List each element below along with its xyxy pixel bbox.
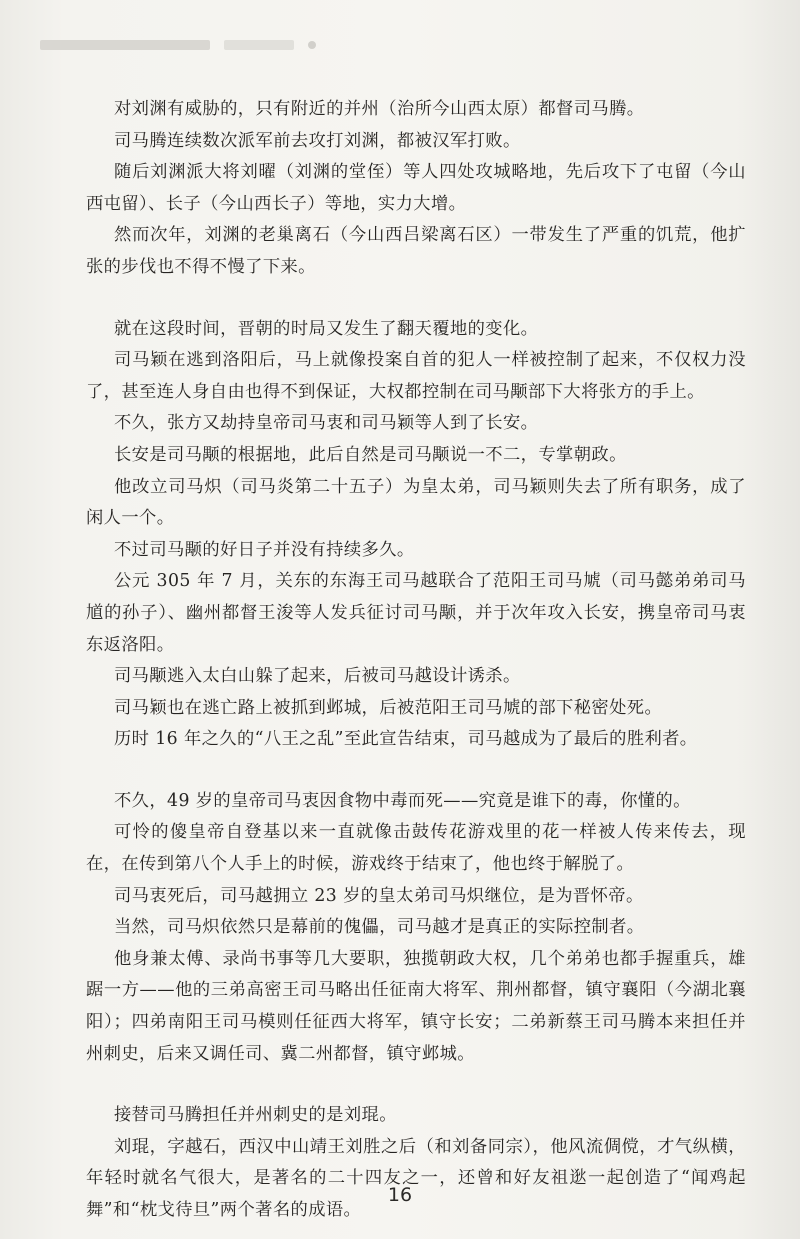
body-text xyxy=(86,94,746,1227)
section-gap xyxy=(86,284,746,314)
section-gap xyxy=(86,756,746,786)
paragraph: 司马腾连续数次派军前去攻打刘渊，都被汉军打败。 xyxy=(114,130,521,151)
header-dot xyxy=(308,41,316,49)
header-mark xyxy=(40,40,210,50)
paragraph: 可怜的傻皇帝自登基以来一直就像击鼓传花游戏里的花一样被人传来传去，现在，在传到第八个人手上的时候，游戏终于结束了，他也终于解脱了。 xyxy=(86,822,746,875)
paragraph: 司马颙逃入太白山躲了起来，后被司马越设计诱杀。 xyxy=(114,666,521,687)
section-gap xyxy=(86,1070,746,1100)
header-mark xyxy=(224,40,294,50)
paragraph: 不久，张方又劫持皇帝司马衷和司马颖等人到了长安。 xyxy=(114,413,539,434)
paragraph: 司马颖在逃到洛阳后，马上就像投案自首的犯人一样被控制了起来，不仅权力没了，甚至连人身自由也得不到保证，大权都控制在司马颙部下大将张方的手上。 xyxy=(86,350,746,402)
paragraph: 当然，司马炽依然只是幕前的傀儡，司马越才是真正的实际控制者。 xyxy=(114,917,645,938)
paragraph: 司马颖也在逃亡路上被抓到邺城，后被范阳王司马虓的部下秘密处死。 xyxy=(114,697,663,718)
paragraph: 然而次年，刘渊的老巢离石（今山西吕梁离石区）一带发生了严重的饥荒，他扩张的步伐也不得不慢了下来。 xyxy=(86,225,746,277)
paragraph: 不久，49 岁的皇帝司马衷因食物中毒而死——究竟是谁下的毒，你懂的。 xyxy=(114,790,691,811)
paragraph: 就在这段时间，晋朝的时局又发生了翻天覆地的变化。 xyxy=(114,318,539,339)
paragraph: 对刘渊有威胁的，只有附近的并州（治所今山西太原）都督司马腾。 xyxy=(114,99,645,119)
paragraph: 公元 305 年 7 月，关东的东海王司马越联合了范阳王司马虓（司马懿弟弟司马馗的孙子）、幽州都督王浚等人发兵征讨司马颙，并于次年攻入长安，携皇帝司马衷东返洛阳。 xyxy=(86,571,746,655)
paragraph: 长安是司马颙的根据地，此后自然是司马颙说一不二，专掌朝政。 xyxy=(114,444,627,465)
running-header-faded xyxy=(40,36,560,54)
paragraph: 刘琨，字越石，西汉中山靖王刘胜之后（和刘备同宗），他风流倜傥，才气纵横，年轻时就名气很大，是著名的二十四友之一，还曾和好友祖逖一起创造了“闻鸡起舞”和“枕戈待旦”两个著名的成语。 xyxy=(86,1136,746,1220)
paragraph: 历时 16 年之久的“八王之乱”至此宣告结束，司马越成为了最后的胜利者。 xyxy=(114,729,698,750)
paragraph: 他身兼太傅、录尚书事等几大要职，独揽朝政大权，几个弟弟也都手握重兵，雄踞一方——他的三弟高密王司马略出任征南大将军、荆州都督，镇守襄阳（今湖北襄阳）；四弟南阳王司马模则任征西大将军，镇守长安；二弟新蔡王司马腾本来担任并州刺史，后来又调任司、冀二州都督，镇守邺城。 xyxy=(86,948,746,1064)
paragraph: 不过司马颙的好日子并没有持续多久。 xyxy=(114,539,415,560)
page-number: 16 xyxy=(387,1184,413,1206)
paragraph: 接替司马腾担任并州刺史的是刘琨。 xyxy=(114,1105,397,1126)
paragraph: 司马衷死后，司马越拥立 23 岁的皇太弟司马炽继位，是为晋怀帝。 xyxy=(114,885,644,906)
paragraph: 他改立司马炽（司马炎第二十五子）为皇太弟，司马颖则失去了所有职务，成了闲人一个。 xyxy=(86,476,746,529)
paragraph: 随后刘渊派大将刘曜（刘渊的堂侄）等人四处攻城略地，先后攻下了屯留（今山西屯留）、长子（今山西长子）等地，实力大增。 xyxy=(86,162,746,214)
